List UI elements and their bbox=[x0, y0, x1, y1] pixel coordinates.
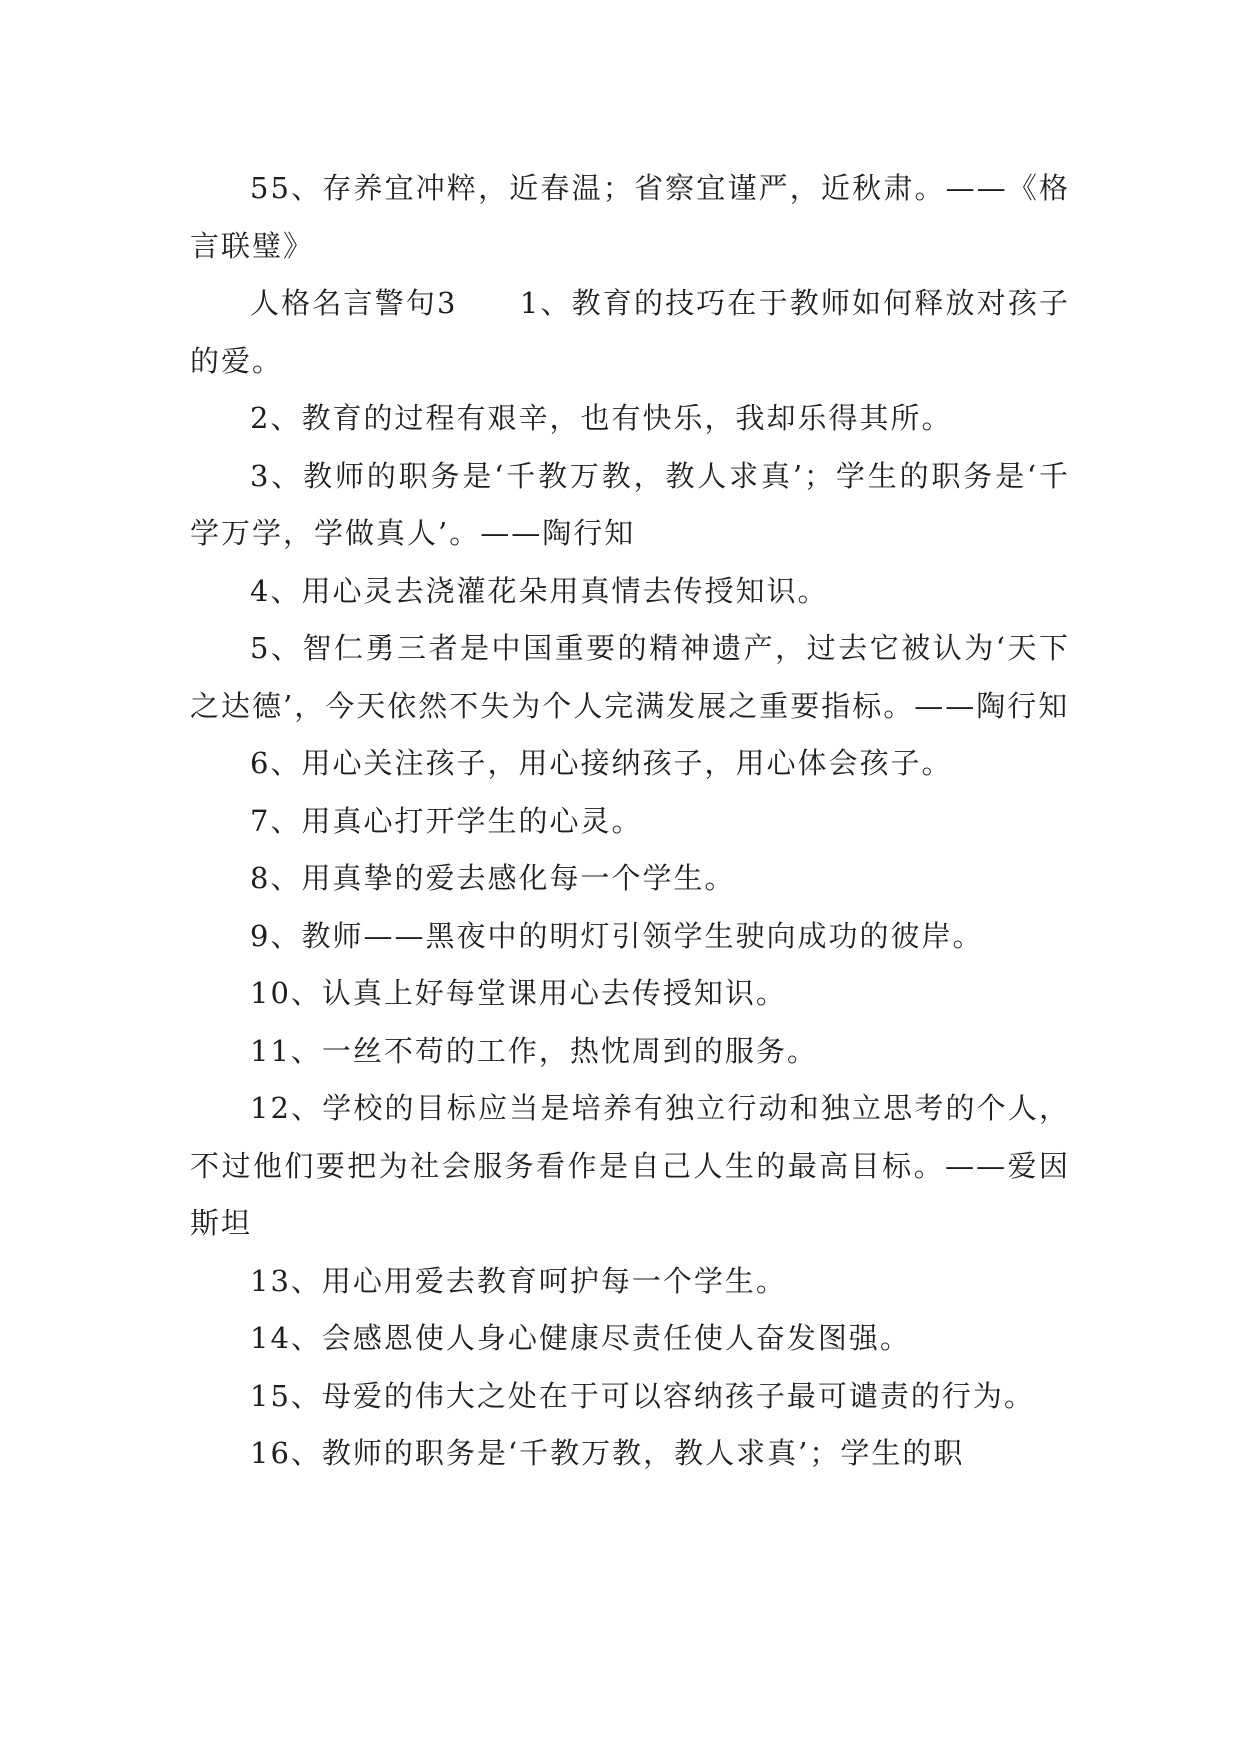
paragraph-13: 12、学校的目标应当是培养有独立行动和独立思考的个人，不过他们要把为社会服务看作是自己人生的最高目标。——爱因斯坦 bbox=[190, 1091, 1070, 1240]
paragraph-12: 11、一丝不苟的工作，热忱周到的服务。 bbox=[250, 1033, 818, 1068]
paragraph-1: 55、存养宜冲粹，近春温；省察宜谨严，近秋肃。——《格言联璧》 bbox=[190, 171, 1070, 263]
paragraph-7: 6、用心关注孩子，用心接纳孩子，用心体会孩子。 bbox=[250, 746, 953, 780]
paragraph-9: 8、用真挚的爱去感化每一个学生。 bbox=[250, 861, 736, 895]
paragraph-16: 15、母爱的伟大之处在于可以容纳孩子最可谴责的行为。 bbox=[250, 1378, 1035, 1413]
paragraph-5: 4、用心灵去浇灌花朵用真情去传授知识。 bbox=[250, 573, 829, 608]
paragraph-10: 9、教师——黑夜中的明灯引领学生驶向成功的彼岸。 bbox=[250, 918, 984, 953]
paragraph-15: 14、会感恩使人身心健康尽责任使人奋发图强。 bbox=[250, 1321, 911, 1355]
paragraph-4: 3、教师的职务是‘千教万教，教人求真’；学生的职务是‘千学万学，学做真人’。——陶行知 bbox=[190, 458, 1070, 550]
paragraph-6: 5、智仁勇三者是中国重要的精神遗产，过去它被认为‘天下之达德’，今天依然不失为个人完满发展之重要指标。——陶行知 bbox=[190, 631, 1070, 723]
paragraph-14: 13、用心用爱去教育呵护每一个学生。 bbox=[250, 1263, 787, 1298]
paragraph-11: 10、认真上好每堂课用心去传授知识。 bbox=[250, 976, 787, 1010]
paragraph-2: 人格名言警句3 1、教育的技巧在于教师如何释放对孩子的爱。 bbox=[190, 286, 1070, 378]
paragraph-17: 16、教师的职务是‘千教万教，教人求真’；学生的职 bbox=[250, 1436, 965, 1470]
document-body bbox=[190, 160, 1070, 1483]
paragraph-8: 7、用真心打开学生的心灵。 bbox=[250, 803, 643, 838]
paragraph-3: 2、教育的过程有艰辛，也有快乐，我却乐得其所。 bbox=[250, 401, 953, 435]
